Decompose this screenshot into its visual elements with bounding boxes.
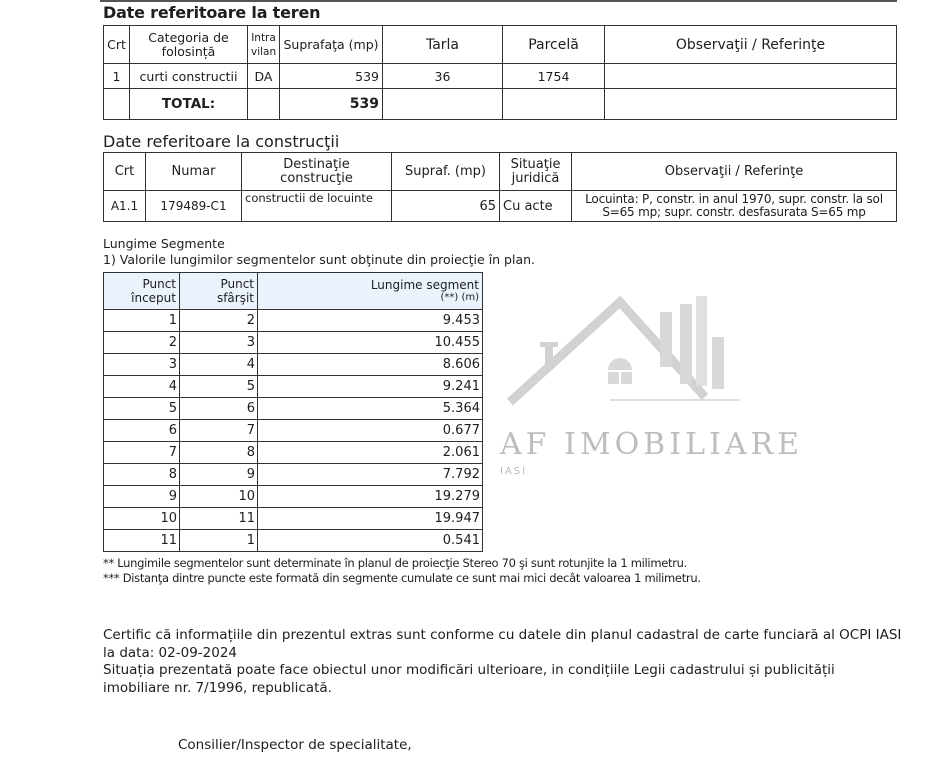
teren-cell-crt: 1 [104, 64, 130, 89]
segment-end: 8 [180, 442, 258, 464]
segments-table [103, 272, 483, 552]
teren-cell-intravilan: DA [248, 64, 280, 89]
segment-row [104, 398, 483, 420]
segment-end: 1 [180, 530, 258, 552]
section-title-teren: Date referitoare la teren [103, 3, 321, 22]
segment-row [104, 376, 483, 398]
certification-text [103, 627, 903, 697]
segment-row [104, 332, 483, 354]
footnote-1: ** Lungimile segmentelor sunt determinate în planul de proiecţie Stereo 70 şi sunt rotunjite la 1 milimetru. [103, 556, 687, 570]
watermark-house-logo [500, 282, 750, 422]
constructii-cell-numar: 179489-C1 [146, 191, 242, 222]
teren-total-empty-5 [605, 89, 897, 120]
constructii-row [104, 191, 897, 222]
segment-start: 6 [104, 420, 180, 442]
constructii-header-destinatie: Destinaţie construcţie [242, 153, 392, 191]
segment-row [104, 486, 483, 508]
teren-header-suprafata: Suprafaţa (mp) [280, 26, 383, 64]
segments-header-end: Punct sfârşit [180, 273, 258, 310]
segment-start: 8 [104, 464, 180, 486]
segment-start: 7 [104, 442, 180, 464]
teren-total-empty [104, 89, 130, 120]
segment-start: 1 [104, 310, 180, 332]
segment-row [104, 464, 483, 486]
segment-length: 9.241 [258, 376, 483, 398]
segment-length: 5.364 [258, 398, 483, 420]
teren-cell-categoria: curti constructii [130, 64, 248, 89]
teren-header-intravilan: Intra vilan [248, 26, 280, 64]
constructii-header-numar: Numar [146, 153, 242, 191]
segment-start: 9 [104, 486, 180, 508]
teren-header-tarla: Tarla [383, 26, 503, 64]
segments-body [104, 310, 483, 552]
teren-cell-parcela: 1754 [503, 64, 605, 89]
constructii-header-row [104, 153, 897, 191]
segments-header-length-unit: (**) (m) [440, 292, 479, 303]
segment-row [104, 354, 483, 376]
segment-end: 9 [180, 464, 258, 486]
segments-header-length-label: Lungime segment [370, 278, 479, 292]
teren-header-crt: Crt [104, 26, 130, 64]
segment-end: 4 [180, 354, 258, 376]
segment-start: 10 [104, 508, 180, 530]
constructii-header-observatii: Observaţii / Referinţe [572, 153, 897, 191]
segments-header-start: Punct început [104, 273, 180, 310]
segment-end: 10 [180, 486, 258, 508]
section-title-constructii: Date referitoare la construcţii [103, 132, 340, 151]
teren-total-row [104, 89, 897, 120]
teren-total-empty-4 [503, 89, 605, 120]
segment-length: 7.792 [258, 464, 483, 486]
top-rule [100, 0, 897, 2]
constructii-cell-observatii: Locuinta: P, constr. in anul 1970, supr. constr. la sol S=65 mp; supr. constr. desfasurata S=65 mp [572, 191, 897, 222]
segment-end: 2 [180, 310, 258, 332]
watermark-text: AF IMOBILIARE [500, 427, 804, 462]
segment-row [104, 508, 483, 530]
segment-end: 6 [180, 398, 258, 420]
constructii-cell-situatie: Cu acte [500, 191, 572, 222]
teren-cell-tarla: 36 [383, 64, 503, 89]
teren-header-parcela: Parcelă [503, 26, 605, 64]
signature-label: Consilier/Inspector de specialitate, [178, 737, 412, 753]
certification-line-2: Situația prezentată poate face obiectul unor modificări ulterioare, in condițiile Legii cadastrului și publicității imobiliare nr. 7/1996, republicată. [103, 662, 835, 696]
segment-start: 5 [104, 398, 180, 420]
watermark-subtitle: IASI [500, 466, 528, 477]
segments-title: Lungime Segmente [103, 236, 225, 251]
segment-length: 19.947 [258, 508, 483, 530]
footnote-2: *** Distanţa dintre puncte este formată din segmente cumulate ce sunt mai mici decât valoarea 1 milimetru. [103, 571, 701, 585]
teren-cell-observatii [605, 64, 897, 89]
segment-length: 9.453 [258, 310, 483, 332]
constructii-table [103, 152, 897, 222]
teren-header-observatii: Observaţii / Referinţe [605, 26, 897, 64]
segment-row [104, 442, 483, 464]
segment-start: 11 [104, 530, 180, 552]
segment-row [104, 420, 483, 442]
segment-length: 8.606 [258, 354, 483, 376]
segment-start: 2 [104, 332, 180, 354]
teren-table [103, 25, 897, 120]
teren-total-value: 539 [280, 89, 383, 120]
teren-header-categoria: Categoria de folosință [130, 26, 248, 64]
segment-start: 3 [104, 354, 180, 376]
segment-length: 19.279 [258, 486, 483, 508]
segment-length: 10.455 [258, 332, 483, 354]
teren-total-empty-3 [383, 89, 503, 120]
constructii-header-crt: Crt [104, 153, 146, 191]
segments-header-length [258, 273, 483, 310]
segment-end: 7 [180, 420, 258, 442]
constructii-header-situatie: Situaţie juridică [500, 153, 572, 191]
segments-header-row [104, 273, 483, 310]
certification-line-1: Certific că informațiile din prezentul extras sunt conforme cu datele din planul cadastral de carte funciară al OCPI IASI la data: 02-09-2024 [103, 627, 902, 661]
segment-start: 4 [104, 376, 180, 398]
constructii-cell-supraf: 65 [392, 191, 500, 222]
teren-total-empty-2 [248, 89, 280, 120]
teren-header-row [104, 26, 897, 64]
segment-length: 0.677 [258, 420, 483, 442]
segment-end: 5 [180, 376, 258, 398]
segment-length: 0.541 [258, 530, 483, 552]
segments-note: 1) Valorile lungimilor segmentelor sunt obţinute din proiecţie în plan. [103, 252, 536, 267]
teren-cell-suprafata: 539 [280, 64, 383, 89]
teren-total-label: TOTAL: [130, 89, 248, 120]
constructii-header-supraf: Supraf. (mp) [392, 153, 500, 191]
teren-row [104, 64, 897, 89]
segment-row [104, 310, 483, 332]
constructii-cell-destinatie: constructii de locuinte [242, 191, 392, 222]
segment-length: 2.061 [258, 442, 483, 464]
segment-end: 11 [180, 508, 258, 530]
segment-row [104, 530, 483, 552]
segment-end: 3 [180, 332, 258, 354]
constructii-cell-crt: A1.1 [104, 191, 146, 222]
